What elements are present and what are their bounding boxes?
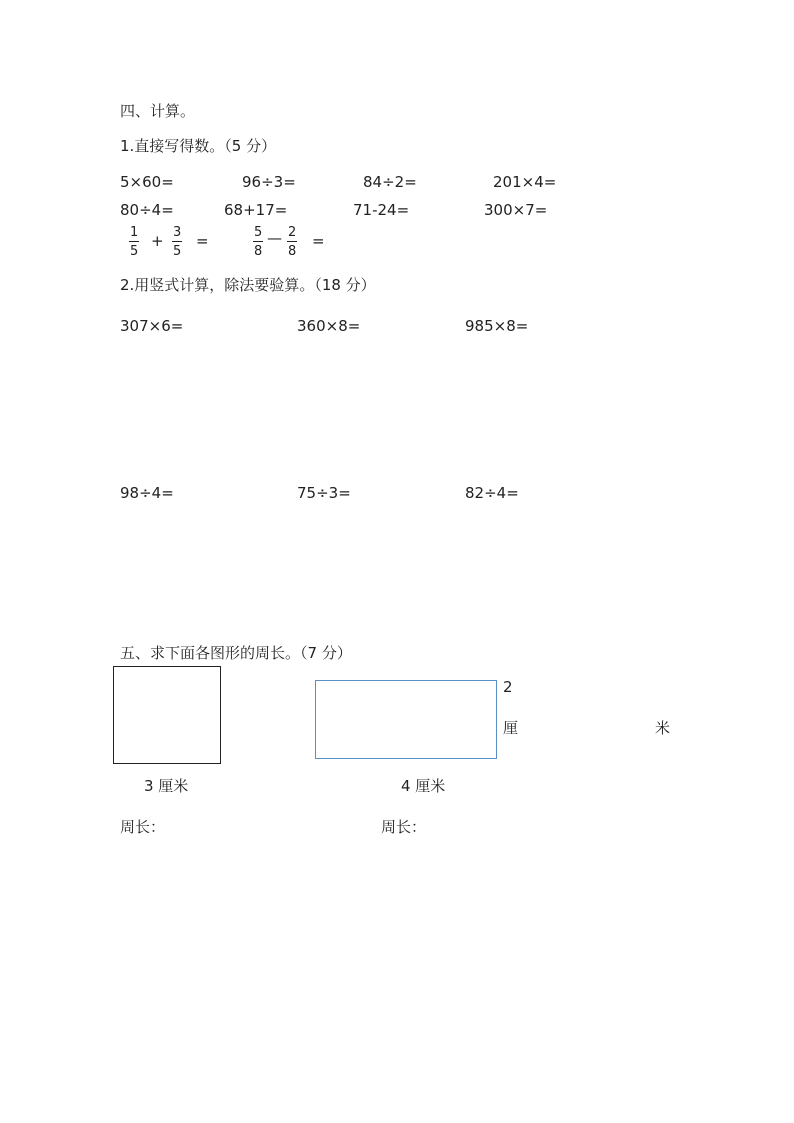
part-1-heading: 1.直接写得数。（5 分） [120, 137, 277, 155]
problem-2-1: 80÷4= [120, 201, 174, 219]
minus-sign: — [267, 229, 282, 247]
vertical-problem-6: 82÷4= [465, 484, 519, 502]
equals-sign-2: = [312, 232, 325, 250]
fraction-denominator: 5 [173, 244, 182, 259]
rect-height-label-unit-1: 厘 [503, 719, 519, 737]
perimeter-label-rectangle: 周长： [381, 818, 427, 836]
perimeter-label-square: 周长： [120, 818, 166, 836]
fraction-denominator: 8 [288, 244, 297, 259]
fraction-denominator: 5 [130, 244, 139, 259]
vertical-problem-2: 360×8= [297, 317, 361, 335]
fraction-3-5 [172, 226, 182, 258]
fraction-2-8 [287, 226, 297, 258]
square-figure [113, 666, 221, 764]
problem-2-2: 68+17= [224, 201, 288, 219]
problem-1-1: 5×60= [120, 173, 174, 191]
problem-1-2: 96÷3= [242, 173, 296, 191]
section-4-title: 四、计算。 [120, 102, 196, 120]
fraction-5-8 [253, 226, 263, 258]
fraction-numerator: 5 [254, 225, 263, 240]
fraction-denominator: 8 [254, 244, 263, 259]
fraction-numerator: 1 [130, 225, 139, 240]
fraction-1-5 [129, 226, 139, 258]
equals-sign-1: = [196, 232, 209, 250]
section-5-title: 五、求下面各图形的周长。（7 分） [120, 644, 352, 662]
problem-2-4: 300×7= [484, 201, 548, 219]
rect-height-label-number: 2 [503, 678, 513, 696]
problem-2-3: 71-24= [353, 201, 410, 219]
rect-height-label-unit-2: 米 [655, 719, 671, 737]
vertical-problem-1: 307×6= [120, 317, 184, 335]
part-2-heading: 2.用竖式计算，除法要验算。（18 分） [120, 276, 376, 294]
problem-1-3: 84÷2= [363, 173, 417, 191]
fraction-numerator: 3 [173, 225, 182, 240]
vertical-problem-3: 985×8= [465, 317, 529, 335]
vertical-problem-5: 75÷3= [297, 484, 351, 502]
fraction-numerator: 2 [288, 225, 297, 240]
vertical-problem-4: 98÷4= [120, 484, 174, 502]
rect-width-label: 4 厘米 [401, 777, 446, 795]
plus-sign: + [151, 232, 164, 250]
rectangle-figure [315, 680, 497, 759]
problem-1-4: 201×4= [493, 173, 557, 191]
square-side-label: 3 厘米 [144, 777, 189, 795]
